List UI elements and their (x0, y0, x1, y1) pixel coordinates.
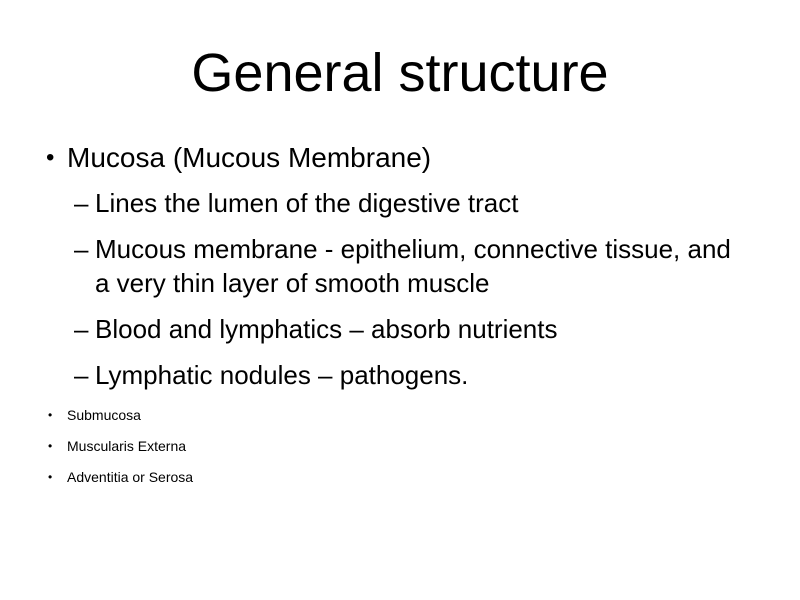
list-item-label: Adventitia or Serosa (67, 469, 194, 485)
bullet-icon: • (48, 470, 53, 484)
list-item-label: Mucosa (Mucous Membrane) (67, 142, 432, 173)
sub-item-label: Blood and lymphatics – absorb nutrients (95, 314, 558, 344)
list-item-label: Muscularis Externa (67, 438, 187, 454)
dash-icon: – (74, 360, 89, 390)
sub-item-label: Lymphatic nodules – pathogens. (95, 360, 469, 390)
sub-item-label: Mucous membrane - epithelium, connective tissue, and a very thin layer of smooth muscle (95, 234, 731, 298)
sub-item-label: Lines the lumen of the digestive tract (95, 188, 519, 218)
dash-icon: – (74, 188, 89, 218)
slide-title: General structure (191, 43, 609, 103)
dash-icon: – (74, 314, 89, 344)
dash-icon: – (74, 234, 89, 264)
list-item-label: Submucosa (67, 407, 141, 423)
bullet-icon: • (46, 144, 55, 171)
bullet-icon: • (48, 408, 53, 422)
bullet-icon: • (48, 439, 53, 453)
